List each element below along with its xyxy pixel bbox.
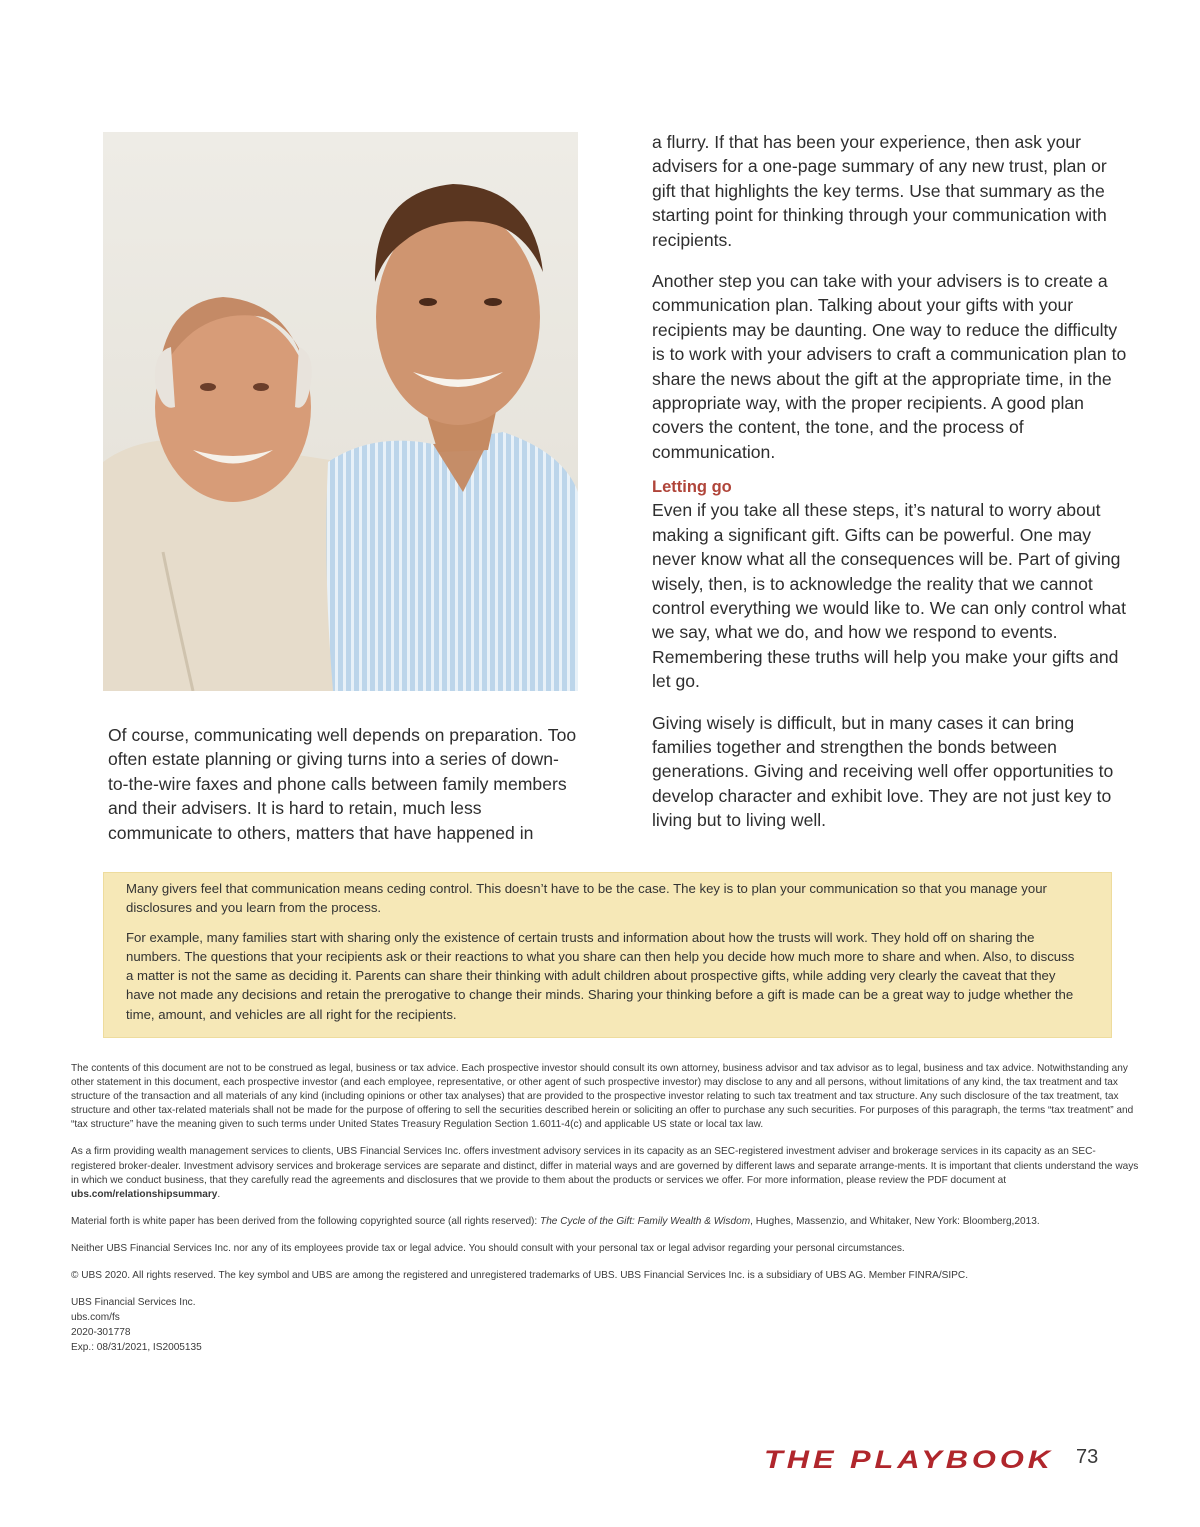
disclaimer-para-4: Neither UBS Financial Services Inc. nor any of its employees provide tax or legal advice. You should consult with your personal tax or legal advisor regarding your personal circumstances. [71,1242,905,1254]
right-column [652,130,1132,833]
source-book-title: The Cycle of the Gift: Family Wealth & Wisdom [540,1215,751,1227]
left-para-1: Of course, communicating well depends on preparation. Too often estate planning or giving turns into a series of down-to-the-wire faxes and phone calls between family members and their advisers. It is hard to retain, much less communicate to others, matters that have happened in [108,725,577,843]
disclaimer-para-5: © UBS 2020. All rights reserved. The key symbol and UBS are among the registered and unregistered trademarks of UBS. UBS Financial Services Inc. is a subsidiary of UBS AG. Member FINRA/SIPC. [71,1270,969,1282]
photo-two-men [103,132,578,691]
callout-para-1: Many givers feel that communication means ceding control. This doesn’t have to be the case. The key is to plan your communication so that you manage your disclosures and you learn from the process. [126,881,1047,916]
imprint-code: 2020-301778 [71,1326,131,1338]
left-column [108,723,578,845]
footer-brand-text: THE PLAYBOOK [764,1446,1054,1474]
page-number: 73 [1076,1446,1099,1468]
playbook-logo [764,1444,1060,1474]
right-para-3: Even if you take all these steps, it’s natural to worry about making a significant gift. Gifts can be powerful. One may never know what all the consequences will be. Part of giving wisely, then, is to acknowledge the reality that we cannot control everything we would like to. We can only control what we say, what we do, and how we respond to events. Remembering these truths will help you make your gifts and let go. [652,500,1126,692]
right-para-2: Another step you can take with your advisers is to create a communication plan. Talking about your gifts with your recipients may be daunting. One way to reduce the difficulty is to work with your advisers to craft a communication plan to share the news about the gift at the appropriate time, in the appropriate way, with the proper recipients. A good plan covers the content, the tone, and the process of communication. [652,271,1127,462]
imprint-expiry: Exp.: 08/31/2021, IS2005135 [71,1341,202,1353]
right-para-1: a flurry. If that has been your experience, then ask your advisers for a one-page summary of any new trust, plan or gift that highlights the key terms. Use that summary as the starting point for thinking through your communication with recipients. [652,132,1107,250]
disclaimer-para-2-end: . [217,1188,221,1200]
disclaimer-para-3 [71,1215,1139,1229]
callout-box [103,872,1112,1038]
right-para-4: Giving wisely is difficult, but in many cases it can bring families together and strengthen the bonds between generations. Giving and receiving well offer opportunities to develop character and exhibit love. They are not just key to living but to living well. [652,712,1114,831]
relationship-summary-link[interactable]: ubs.com/relationshipsummary [71,1188,218,1200]
disclaimer-para-1: The contents of this document are not to be construed as legal, business or tax advice. Each prospective investor should consult its own attorney, business advisor and tax advisor as to legal, business and tax advice. Notwithstanding any other statement in this document, each prospective investor (and each employee, representative, or other agent of such prospective investor) may disclose to any and all persons, without limitations of any kind, the tax treatment and tax structure of the transaction and all materials of any kind (including opinions or other tax analyses) that are provided to the prospective investor relating to such tax treatment and tax structure. Any such disclosure of the tax treatment, tax structure and other tax-related materials shall not be made for the purpose of offering to sell the securities described herein or soliciting an offer to purchase any such securities. For purposes of this paragraph, the terms “tax treatment” and “tax structure” have the meaning given to such terms under United States Treasury Regulation Section 1.6011-4(c) and applicable US state or local tax law. [71,1063,1134,1131]
disclaimer-para-3-end: , Hughes, Massenzio, and Whitaker, New York: Bloomberg,2013. [750,1215,1040,1227]
disclaimer [71,1062,1139,1355]
disclaimer-para-2 [71,1145,1139,1201]
callout-para-2: For example, many families start with sharing only the existence of certain trusts and information about how the trusts will work. They hold off on sharing the numbers. The questions that your recipients ask or their reactions to what you share can then help you decide how much more to share and when. Also, to discuss a matter is not the same as deciding it. Parents can share their thinking with adult children about prospective gifts, while adding very clearly the caveat that they have not made any decisions and retain the prerogative to change their minds. Sharing your thinking before a gift is made can be a great way to judge whether the time, amount, and vehicles are all right for the recipients. [126,929,1075,1022]
photo-illustration [103,132,578,691]
imprint-website[interactable]: ubs.com/fs [71,1311,120,1323]
imprint-company: UBS Financial Services Inc. [71,1297,196,1309]
footer-brand [764,1444,1060,1474]
imprint [71,1296,1139,1355]
disclaimer-para-2-text: As a firm providing wealth management services to clients, UBS Financial Services Inc. offers investment advisory services in its capacity as an SEC-registered investment adviser and brokerage services in its capacity as an SEC-registered broker-dealer. Investment advisory services and brokerage services are separate and distinct, differ in material ways and are governed by different laws and separate arrange-ments. It is important that clients understand the ways in which we conduct business, that they carefully read the agreements and disclosures that we provide to them about the products or services we offer. For more information, please review the PDF document at [71,1146,1139,1186]
disclaimer-para-3-text: Material forth is white paper has been derived from the following copyrighted source (all rights reserved): [71,1215,541,1227]
section-heading-letting-go: Letting go [652,478,732,497]
